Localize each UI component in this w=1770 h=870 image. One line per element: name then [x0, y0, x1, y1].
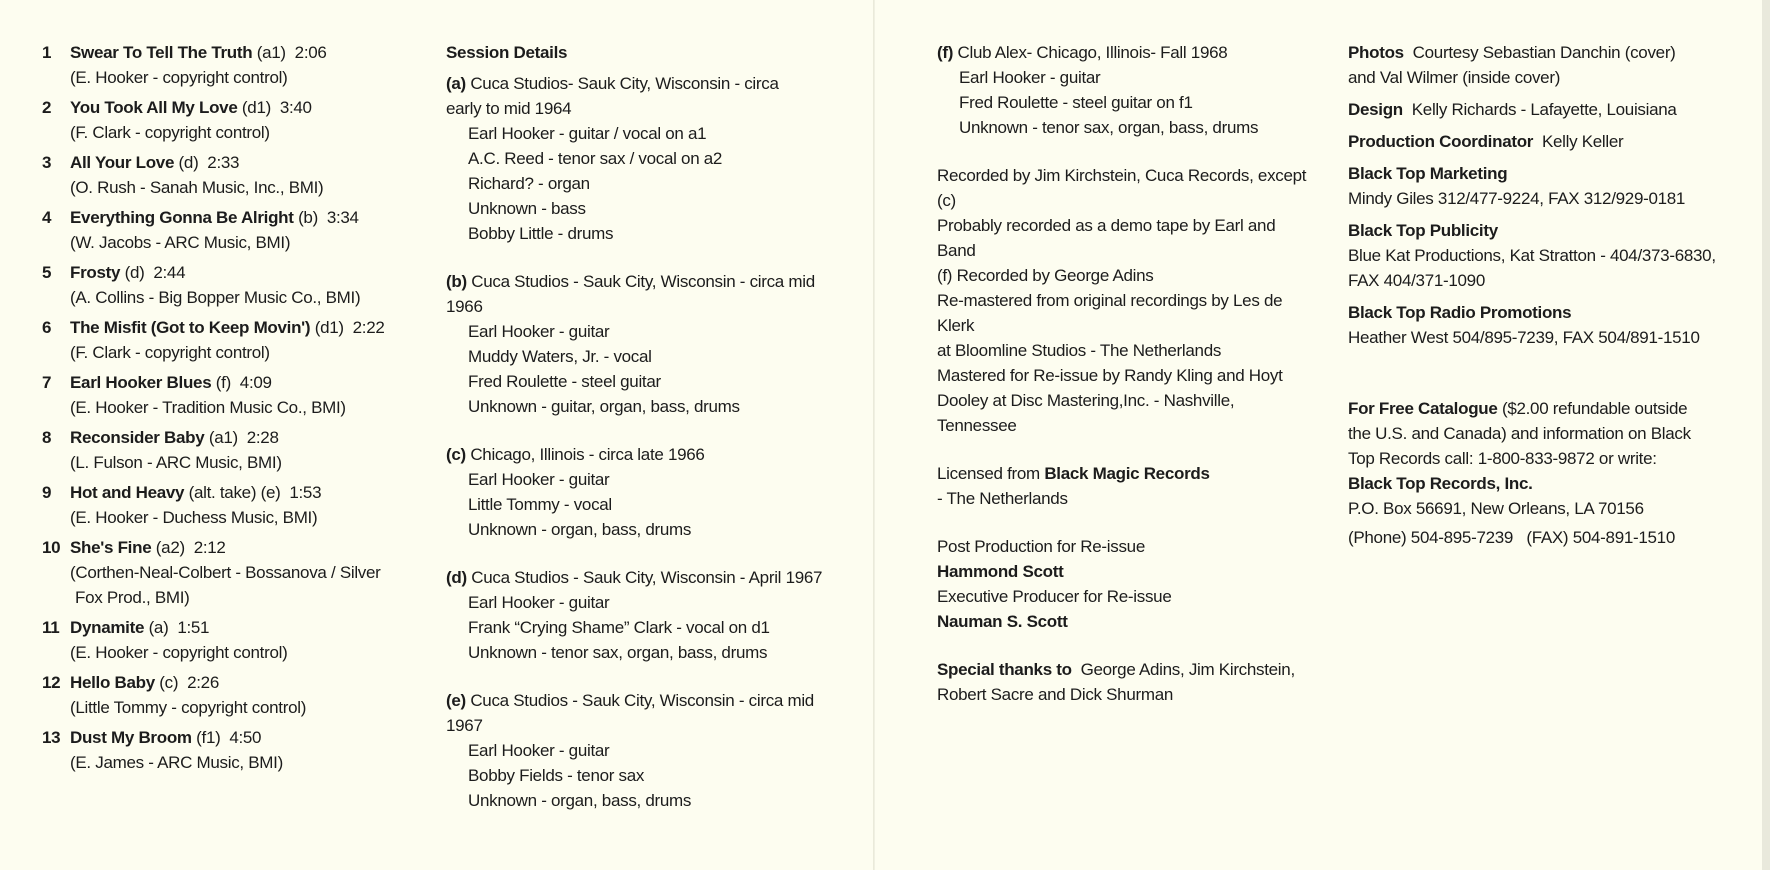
design-label: Design: [1348, 100, 1403, 119]
recording-note-line: Mastered for Re-issue by Randy Kling and Hoyt: [937, 366, 1283, 385]
marketing-label: Black Top Marketing: [1348, 164, 1508, 183]
session-member: Unknown - tenor sax, organ, bass, drums: [468, 643, 768, 662]
track-credit: (O. Rush - Sanah Music, Inc., BMI): [70, 178, 324, 197]
session-location: Cuca Studios- Sauk City, Wisconsin - circa: [470, 74, 779, 93]
track-number: 12: [42, 673, 61, 692]
recording-note-line: Recorded by Jim Kirchstein, Cuca Records, except (c): [937, 166, 1307, 210]
recording-note-line: Probably recorded as a demo tape by Earl and Band: [937, 216, 1276, 260]
track-time: 1:53: [289, 483, 322, 502]
track-row: [42, 150, 402, 200]
track-title: Hello Baby: [70, 673, 155, 692]
track-row: [42, 370, 402, 420]
track-session: (d): [124, 263, 145, 282]
track-time: 2:12: [193, 538, 226, 557]
track-credit: (E. Hooker - copyright control): [70, 68, 288, 87]
track-session: (f): [215, 373, 231, 392]
track-credit: (W. Jacobs - ARC Music, BMI): [70, 233, 291, 252]
license-note: [937, 461, 1317, 511]
track-row: [42, 670, 402, 720]
track-credit: (E. Hooker - copyright control): [70, 643, 288, 662]
session-heading: Session Details: [446, 43, 568, 62]
track-title: Everything Gonna Be Alright: [70, 208, 294, 227]
credits-column: [1348, 40, 1748, 550]
session-member: Earl Hooker - guitar / vocal on a1: [468, 124, 707, 143]
session-member: Unknown - organ, bass, drums: [468, 791, 692, 810]
track-title: Dust My Broom: [70, 728, 192, 747]
session-f: [937, 40, 1317, 140]
track-row: [42, 535, 402, 610]
coordinator-label: Production Coordinator: [1348, 132, 1534, 151]
publicity-credit: [1348, 218, 1748, 293]
track-time: 2:28: [246, 428, 279, 447]
design-credit: [1348, 97, 1748, 122]
track-row: [42, 480, 402, 530]
session-member: Little Tommy - vocal: [468, 495, 612, 514]
post-production-name: Hammond Scott: [937, 562, 1064, 581]
post-production-label: Post Production for Re-issue: [937, 537, 1145, 556]
tracklist: [42, 40, 402, 780]
session-member: Unknown - bass: [468, 199, 586, 218]
track-title: Dynamite: [70, 618, 145, 637]
track-number: 5: [42, 263, 52, 282]
session-member: Unknown - tenor sax, organ, bass, drums: [959, 118, 1259, 137]
session-b: [446, 269, 846, 419]
session-location: Cuca Studios - Sauk City, Wisconsin - circa mid 1966: [446, 272, 815, 316]
track-session: (c): [159, 673, 179, 692]
track-number: 8: [42, 428, 52, 447]
track-time: 3:34: [326, 208, 359, 227]
track-row: [42, 40, 402, 90]
session-member: Bobby Little - drums: [468, 224, 614, 243]
track-credit: (F. Clark - copyright control): [70, 123, 270, 142]
track-session: (f1): [196, 728, 221, 747]
track-info: [70, 40, 402, 90]
track-title: Hot and Heavy: [70, 483, 185, 502]
thanks-label: Special thanks to: [937, 660, 1072, 679]
track-info: [70, 670, 402, 720]
session-location: Chicago, Illinois - circa late 1966: [470, 445, 705, 464]
track-number: 2: [42, 98, 52, 117]
track-time: 1:51: [177, 618, 210, 637]
executive-producer-name: Nauman S. Scott: [937, 612, 1068, 631]
track-number: 7: [42, 373, 52, 392]
publicity-label: Black Top Publicity: [1348, 221, 1498, 240]
session-d: [446, 565, 846, 665]
track-number: 13: [42, 728, 61, 747]
track-session: (alt. take) (e): [188, 483, 281, 502]
track-title: All Your Love: [70, 153, 175, 172]
track-credit: (A. Collins - Big Bopper Music Co., BMI): [70, 288, 361, 307]
track-info: [70, 315, 402, 365]
session-member: Frank “Crying Shame” Clark - vocal on d1: [468, 618, 770, 637]
license-label: Black Magic Records: [1044, 464, 1210, 483]
session-members: [446, 121, 846, 246]
session-member: Bobby Fields - tenor sax: [468, 766, 645, 785]
session-member: Fred Roulette - steel guitar: [468, 372, 661, 391]
track-title: You Took All My Love: [70, 98, 238, 117]
track-credit: (F. Clark - copyright control): [70, 343, 270, 362]
session-member: Earl Hooker - guitar: [468, 741, 610, 760]
session-members: [446, 738, 846, 813]
session-members: [446, 319, 846, 419]
radio-value: Heather West 504/895-7239, FAX 504/891-1510: [1348, 328, 1700, 347]
track-row: [42, 725, 402, 775]
license-country: - The Netherlands: [937, 489, 1068, 508]
track-credit: (L. Fulson - ARC Music, BMI): [70, 453, 282, 472]
track-session: (d1): [241, 98, 271, 117]
track-row: [42, 425, 402, 475]
session-members: [937, 65, 1317, 140]
track-credit: (Corthen-Neal-Colbert - Bossanova / Silver: [70, 563, 381, 582]
catalogue-label: For Free Catalogue: [1348, 399, 1498, 418]
radio-credit: [1348, 300, 1748, 350]
track-time: 2:44: [153, 263, 186, 282]
track-session: (a): [148, 618, 169, 637]
track-title: Earl Hooker Blues: [70, 373, 212, 392]
session-members: [446, 467, 846, 542]
track-info: [70, 535, 402, 610]
session-member: Earl Hooker - guitar: [468, 593, 610, 612]
catalogue-text-cont: Top Records call: 1-800-833-9872 or write:: [1348, 449, 1657, 468]
booklet-fold: [873, 0, 875, 870]
track-number: 6: [42, 318, 52, 337]
track-credit-cont: Fox Prod., BMI): [75, 588, 190, 607]
track-time: 2:26: [187, 673, 219, 692]
track-number: 3: [42, 153, 52, 172]
track-info: [70, 615, 402, 665]
track-credit: (E. Hooker - Duchess Music, BMI): [70, 508, 318, 527]
track-time: 2:06: [294, 43, 327, 62]
photos-value-cont: and Val Wilmer (inside cover): [1348, 68, 1561, 87]
company-address: P.O. Box 56691, New Orleans, LA 70156: [1348, 499, 1644, 518]
session-a: [446, 71, 846, 246]
track-credit: (E. James - ARC Music, BMI): [70, 753, 283, 772]
track-time: 4:09: [239, 373, 272, 392]
track-title: Reconsider Baby: [70, 428, 205, 447]
track-info: [70, 480, 402, 530]
catalogue-text: ($2.00 refundable outside: [1501, 399, 1688, 418]
radio-label: Black Top Radio Promotions: [1348, 303, 1572, 322]
photos-label: Photos: [1348, 43, 1404, 62]
track-row: [42, 205, 402, 255]
photos-value: Courtesy Sebastian Danchin (cover): [1412, 43, 1676, 62]
session-tag: (e): [446, 691, 466, 710]
track-title: Frosty: [70, 263, 121, 282]
special-thanks: [937, 657, 1317, 707]
session-location: Cuca Studios - Sauk City, Wisconsin - April 1967: [471, 568, 823, 587]
track-info: [70, 150, 402, 200]
session-member: Muddy Waters, Jr. - vocal: [468, 347, 652, 366]
track-time: 2:22: [352, 318, 385, 337]
track-row: [42, 95, 402, 145]
session-tag: (f): [937, 43, 954, 62]
marketing-credit: [1348, 161, 1748, 211]
track-row: [42, 315, 402, 365]
track-credit: (E. Hooker - Tradition Music Co., BMI): [70, 398, 346, 417]
track-session: (b): [298, 208, 318, 227]
publicity-value: Blue Kat Productions, Kat Stratton - 404/373-6830,: [1348, 246, 1716, 265]
track-number: 11: [42, 618, 60, 637]
track-session: (a1): [256, 43, 286, 62]
thanks-names-cont: Robert Sacre and Dick Shurman: [937, 685, 1174, 704]
track-session: (a1): [208, 428, 238, 447]
track-info: [70, 205, 402, 255]
track-number: 1: [42, 43, 52, 62]
track-number: 9: [42, 483, 52, 502]
session-member: Earl Hooker - guitar: [959, 68, 1101, 87]
session-location: Club Alex- Chicago, Illinois- Fall 1968: [957, 43, 1228, 62]
track-time: 4:50: [229, 728, 262, 747]
track-time: 3:40: [279, 98, 312, 117]
publicity-value-cont: FAX 404/371-1090: [1348, 271, 1485, 290]
track-info: [70, 95, 402, 145]
track-title: She's Fine: [70, 538, 152, 557]
track-info: [70, 370, 402, 420]
notes-column: [937, 40, 1317, 707]
session-tag: (d): [446, 568, 467, 587]
track-session: (d): [178, 153, 199, 172]
coordinator-credit: [1348, 129, 1748, 154]
recording-note-line: at Bloomline Studios - The Netherlands: [937, 341, 1222, 360]
track-number: 4: [42, 208, 52, 227]
session-member: Earl Hooker - guitar: [468, 322, 610, 341]
company-name: Black Top Records, Inc.: [1348, 474, 1533, 493]
track-row: [42, 615, 402, 665]
production-credits: [937, 534, 1317, 634]
thanks-names: George Adins, Jim Kirchstein,: [1080, 660, 1295, 679]
recording-notes: [937, 163, 1317, 438]
recording-note-line: (f) Recorded by George Adins: [937, 266, 1154, 285]
session-tag: (a): [446, 74, 466, 93]
design-value: Kelly Richards - Lafayette, Louisiana: [1411, 100, 1677, 119]
catalogue-text-cont: the U.S. and Canada) and information on Black: [1348, 424, 1691, 443]
track-info: [70, 260, 402, 310]
session-details: [446, 40, 846, 836]
track-credit: (Little Tommy - copyright control): [70, 698, 307, 717]
track-info: [70, 725, 402, 775]
session-location: Cuca Studios - Sauk City, Wisconsin - circa mid 1967: [446, 691, 814, 735]
session-members: [446, 590, 846, 665]
session-member: A.C. Reed - tenor sax / vocal on a2: [468, 149, 723, 168]
session-member: Unknown - guitar, organ, bass, drums: [468, 397, 740, 416]
page-edge: [1762, 0, 1770, 870]
track-row: [42, 260, 402, 310]
session-member: Unknown - organ, bass, drums: [468, 520, 692, 539]
session-member: Earl Hooker - guitar: [468, 470, 610, 489]
coordinator-value: Kelly Keller: [1541, 132, 1624, 151]
session-date: early to mid 1964: [446, 99, 572, 118]
catalogue-info: [1348, 396, 1748, 550]
track-title: The Misfit (Got to Keep Movin'): [70, 318, 311, 337]
company-phones: (Phone) 504-895-7239 (FAX) 504-891-1510: [1348, 528, 1675, 547]
track-session: (a2): [155, 538, 185, 557]
session-c: [446, 442, 846, 542]
recording-note-line: Dooley at Disc Mastering,Inc. - Nashville, Tennessee: [937, 391, 1235, 435]
photos-credit: [1348, 40, 1748, 90]
session-member: Richard? - organ: [468, 174, 590, 193]
session-tag: (c): [446, 445, 466, 464]
track-time: 2:33: [207, 153, 240, 172]
license-prefix: Licensed from: [937, 464, 1040, 483]
track-title: Swear To Tell The Truth: [70, 43, 253, 62]
track-number: 10: [42, 538, 61, 557]
session-e: [446, 688, 846, 813]
track-session: (d1): [314, 318, 344, 337]
session-tag: (b): [446, 272, 467, 291]
marketing-value: Mindy Giles 312/477-9224, FAX 312/929-0181: [1348, 189, 1686, 208]
recording-note-line: Re-mastered from original recordings by Les de Klerk: [937, 291, 1283, 335]
session-member: Fred Roulette - steel guitar on f1: [959, 93, 1193, 112]
executive-producer-label: Executive Producer for Re-issue: [937, 587, 1172, 606]
track-info: [70, 425, 402, 475]
